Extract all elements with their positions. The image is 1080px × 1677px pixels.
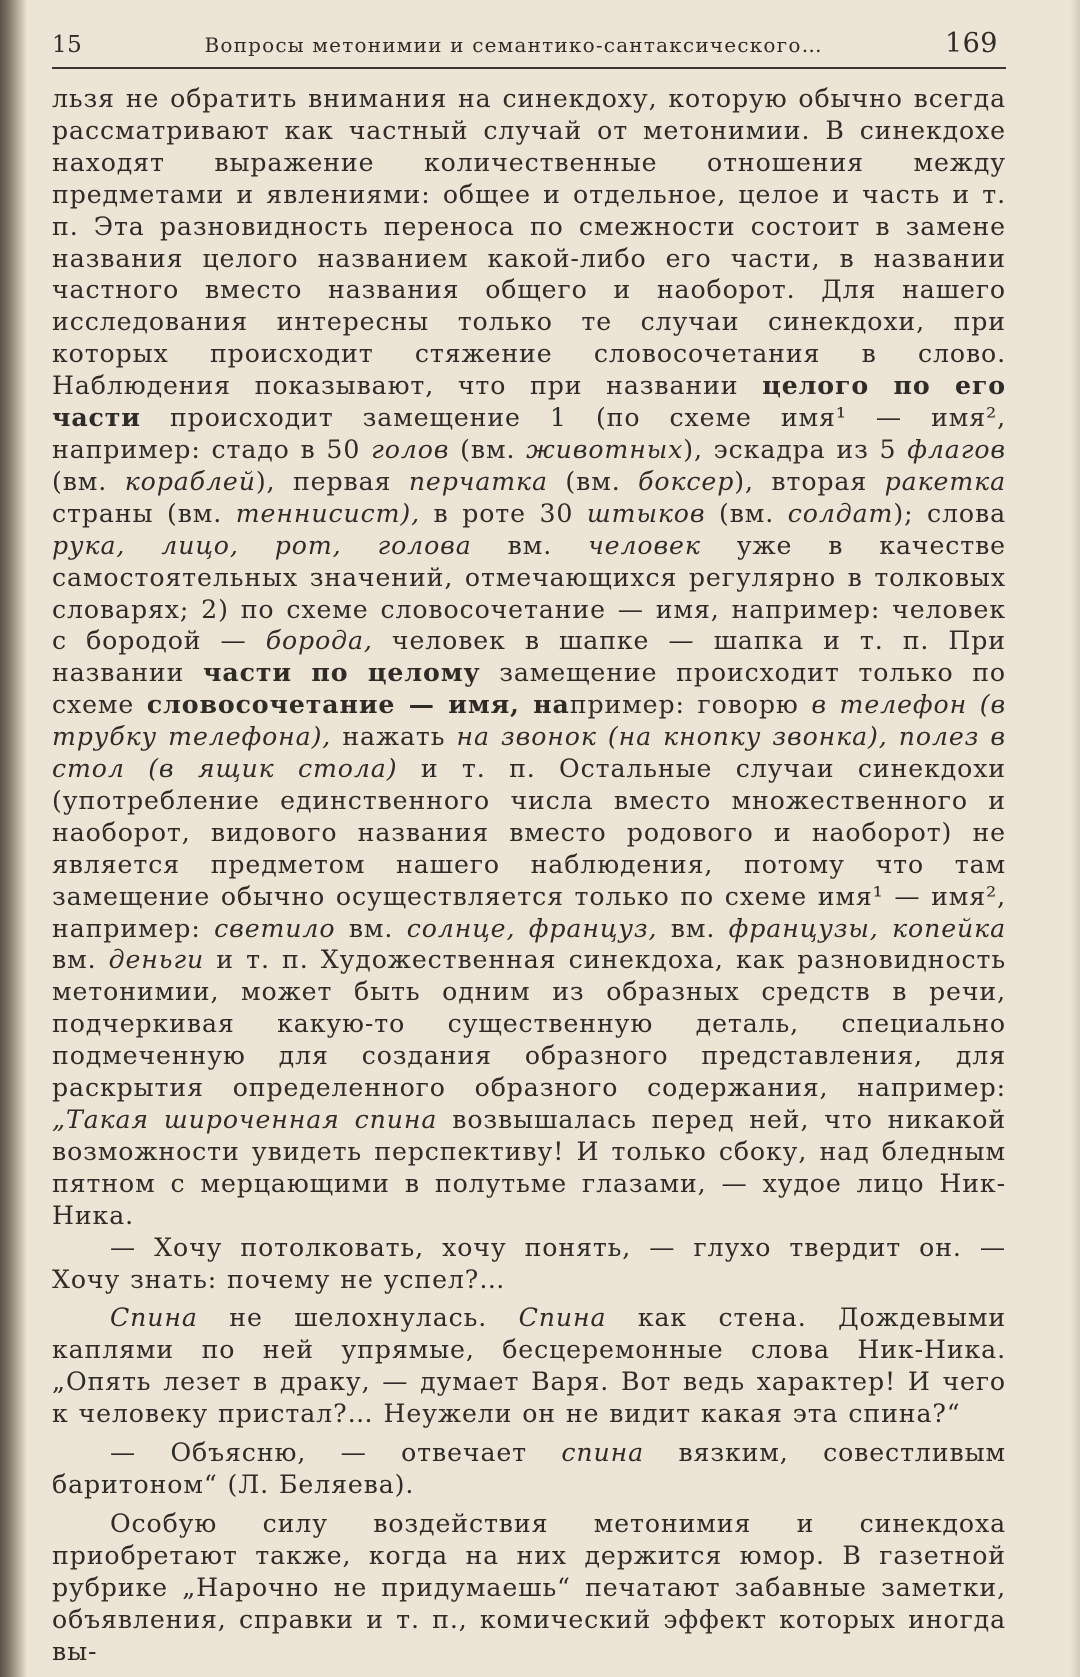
page-number: 169: [944, 28, 998, 59]
chapter-number: 15: [52, 32, 83, 58]
page-edge-shadow: [1070, 0, 1080, 1677]
paragraph-4-dialogue: — Объясню, — отвечает спина вязким, совестливым баритоном“ (Л. Беляева).: [52, 1438, 1007, 1499]
paragraph-5: Особую силу воздействия метонимия и синекдоха приобретают также, когда на них держится юмор. В газетной рубрике „Нарочно не придумаешь“ печатают забавные заметки, объявления, справки и т. п., комический эффект которых иногда вы-: [52, 1508, 1006, 1666]
paragraph-1: льзя не обратить внимания на синекдоху, которую обычно всегда рассматривают как частный случай от метонимии. В синекдохе находят выражение количественные отношения между предметами и явлениями: общее и отдельное, целое и часть и т. п. Эта разновидность переноса по смежности состоит в замене названия целого названием какой-либо его части, в названии частного вместо названия общего и наоборот. Для нашего исследования интересны только те случаи синекдохи, при которых происходит стяжение словосочетания в слово. Наблюдения показывают, что при названии целого по его части происходит замещение 1 (по схеме имя¹ — имя², например: стадо в 50 голов (вм. животных), эскадра из 5 флагов (вм. кораблей), первая перчатка (вм. боксер), вторая ракетка страны (вм. теннисист), в роте 30 штыков (вм. солдат); слова рука, лицо, рот, голова вм. человек уже в качестве самостоятельных значений, отмечающихся регулярно в толковых словарях; 2) по схеме словосочетание — имя, например: человек с бородой — борода, человек в шапке — шапка и т. п. При названии части по целому замещение происходит только по схеме словосочетание — имя, например: говорю в телефон (в трубку телефона), нажать на звонок (на кнопку звонка), полез в стол (в ящик стола) и т. п. Остальные случаи синекдохи (употребление единственного числа вместо множественного и наоборот, видового названия вместо родового и наоборот) не является предметом нашего наблюдения, потому что там замещение обычно осуществляется только по схеме имя¹ — имя², например: светило вм. солнце, француз, вм. французы, копейка вм. деньги и т. п. Художественная синекдоха, как разновидность метонимии, может быть одним из образных средств в речи, подчеркивая какую-то существенную деталь, специально подмеченную для создания образного представления, для раскрытия определенного образного содержания, например: „Такая широченная спина возвышалась перед ней, что никакой возможности увидеть перспективу! И только сбоку, над бледным пятном с мерцающими в полутьме глазами, — худое лицо Ник-Ника.: [52, 84, 1007, 1230]
running-header: [52, 28, 1006, 69]
book-page: [52, 28, 1006, 1667]
paragraph-2-dialogue: — Хочу потолковать, хочу понять, — глухо твердит он. — Хочу знать: почему не успел?…: [52, 1232, 1006, 1294]
running-title: Вопросы метонимии и семантико-сантаксического…: [204, 33, 823, 57]
body-text: [52, 83, 1006, 1667]
book-binding-shadow: [0, 0, 26, 1677]
paragraph-3: Спина не шелохнулась. Спина как стена. Дождевыми каплями по ней упрямые, бесцеремонные слова Ник-Ника. „Опять лезет в драку, — думает Варя. Вот ведь характер! И чего к человеку пристал?… Неужели он не видит какая эта спина?“: [52, 1303, 1007, 1429]
